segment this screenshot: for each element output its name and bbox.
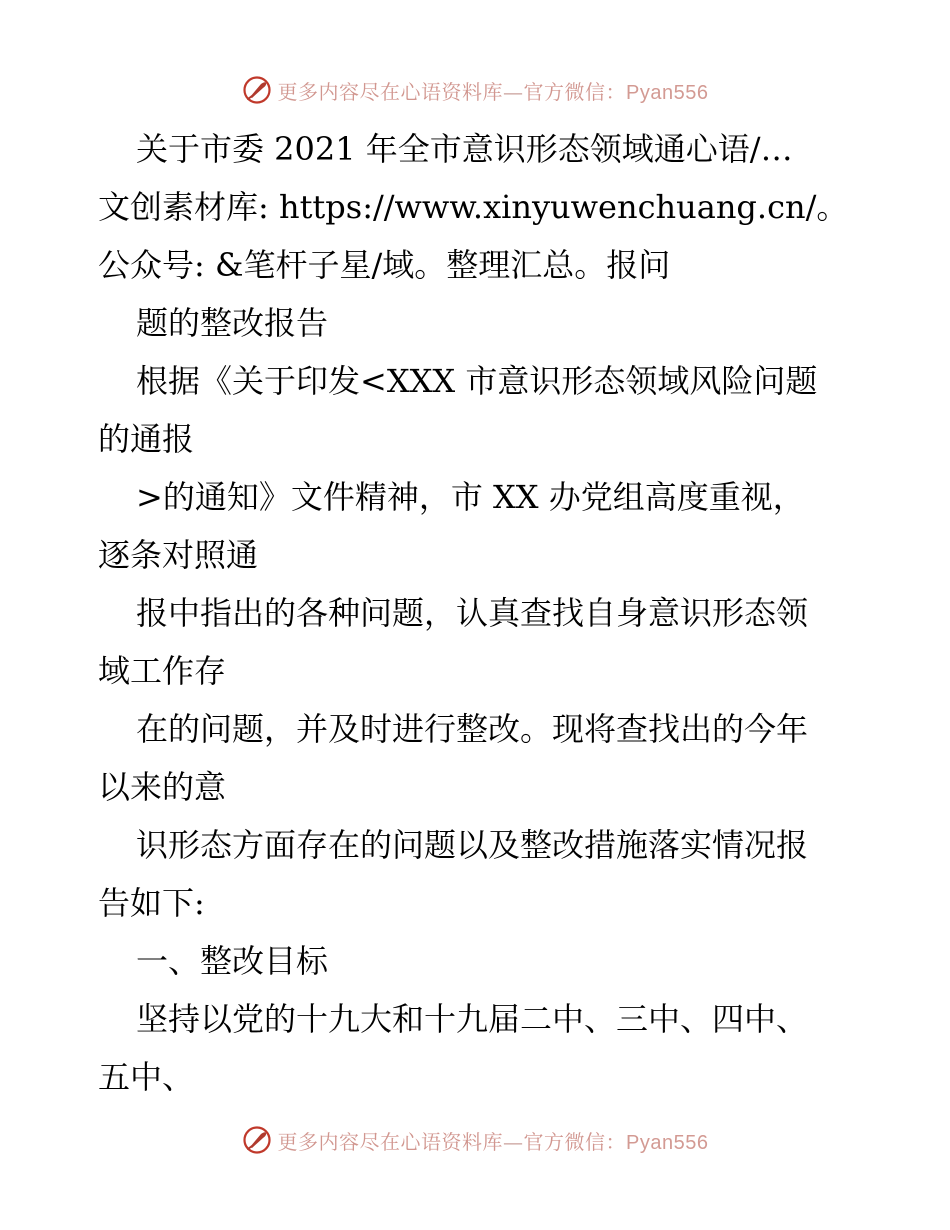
watermark-group [242,1125,709,1155]
text-line: 域工作存 [98,652,227,690]
document-body [98,120,858,1106]
footer-watermark [0,1122,950,1158]
watermark-contact-label: 官方微信： [523,79,627,104]
text-line: 逐条对照通 [98,536,259,574]
watermark-brand: 更多内容尽在心语资料库 [277,79,504,104]
quill-pen-seal-icon [242,1125,272,1155]
watermark-contact-id: Pyan556 [626,1131,709,1154]
watermark-group [242,75,709,105]
text-line: 题的整改报告 [136,304,329,342]
text-line: 的通报 [98,420,195,458]
section-heading: 一、整改目标 [136,942,329,980]
text-line: 在的问题，并及时进行整改。现将查找出的今年 [136,710,809,748]
watermark-text [278,76,709,105]
watermark-contact-id: Pyan556 [626,81,709,104]
text-line: 坚持以党的十九大和十九届二中、三中、四中、 [136,1000,809,1038]
quill-pen-seal-icon [242,75,272,105]
text-line: 以来的意 [98,768,227,806]
watermark-contact-label: 官方微信： [523,1129,627,1154]
text-line: 关于市委 2021 年全市意识形态领域通心语/… [136,130,793,168]
text-line: 文创素材库: https://www.xinyuwenchuang.cn/。 [98,188,849,226]
watermark-text [278,1126,709,1155]
text-line: 公众号: &笔杆子星/域。整理汇总。报问 [98,246,671,284]
text-line: 根据《关于印发<XXX 市意识形态领域风险问题 [136,362,818,400]
watermark-brand: 更多内容尽在心语资料库 [277,1129,504,1154]
watermark-separator: — [503,1129,524,1154]
text-line: 五中、 [98,1058,195,1096]
text-line: 报中指出的各种问题，认真查找自身意识形态领 [136,594,809,632]
header-watermark [0,72,950,108]
text-line: >的通知》文件精神，市 XX 办党组高度重视， [136,478,805,516]
text-line: 识形态方面存在的问题以及整改措施落实情况报 [136,826,809,864]
watermark-separator: — [503,79,524,104]
text-line: 告如下: [98,884,205,922]
